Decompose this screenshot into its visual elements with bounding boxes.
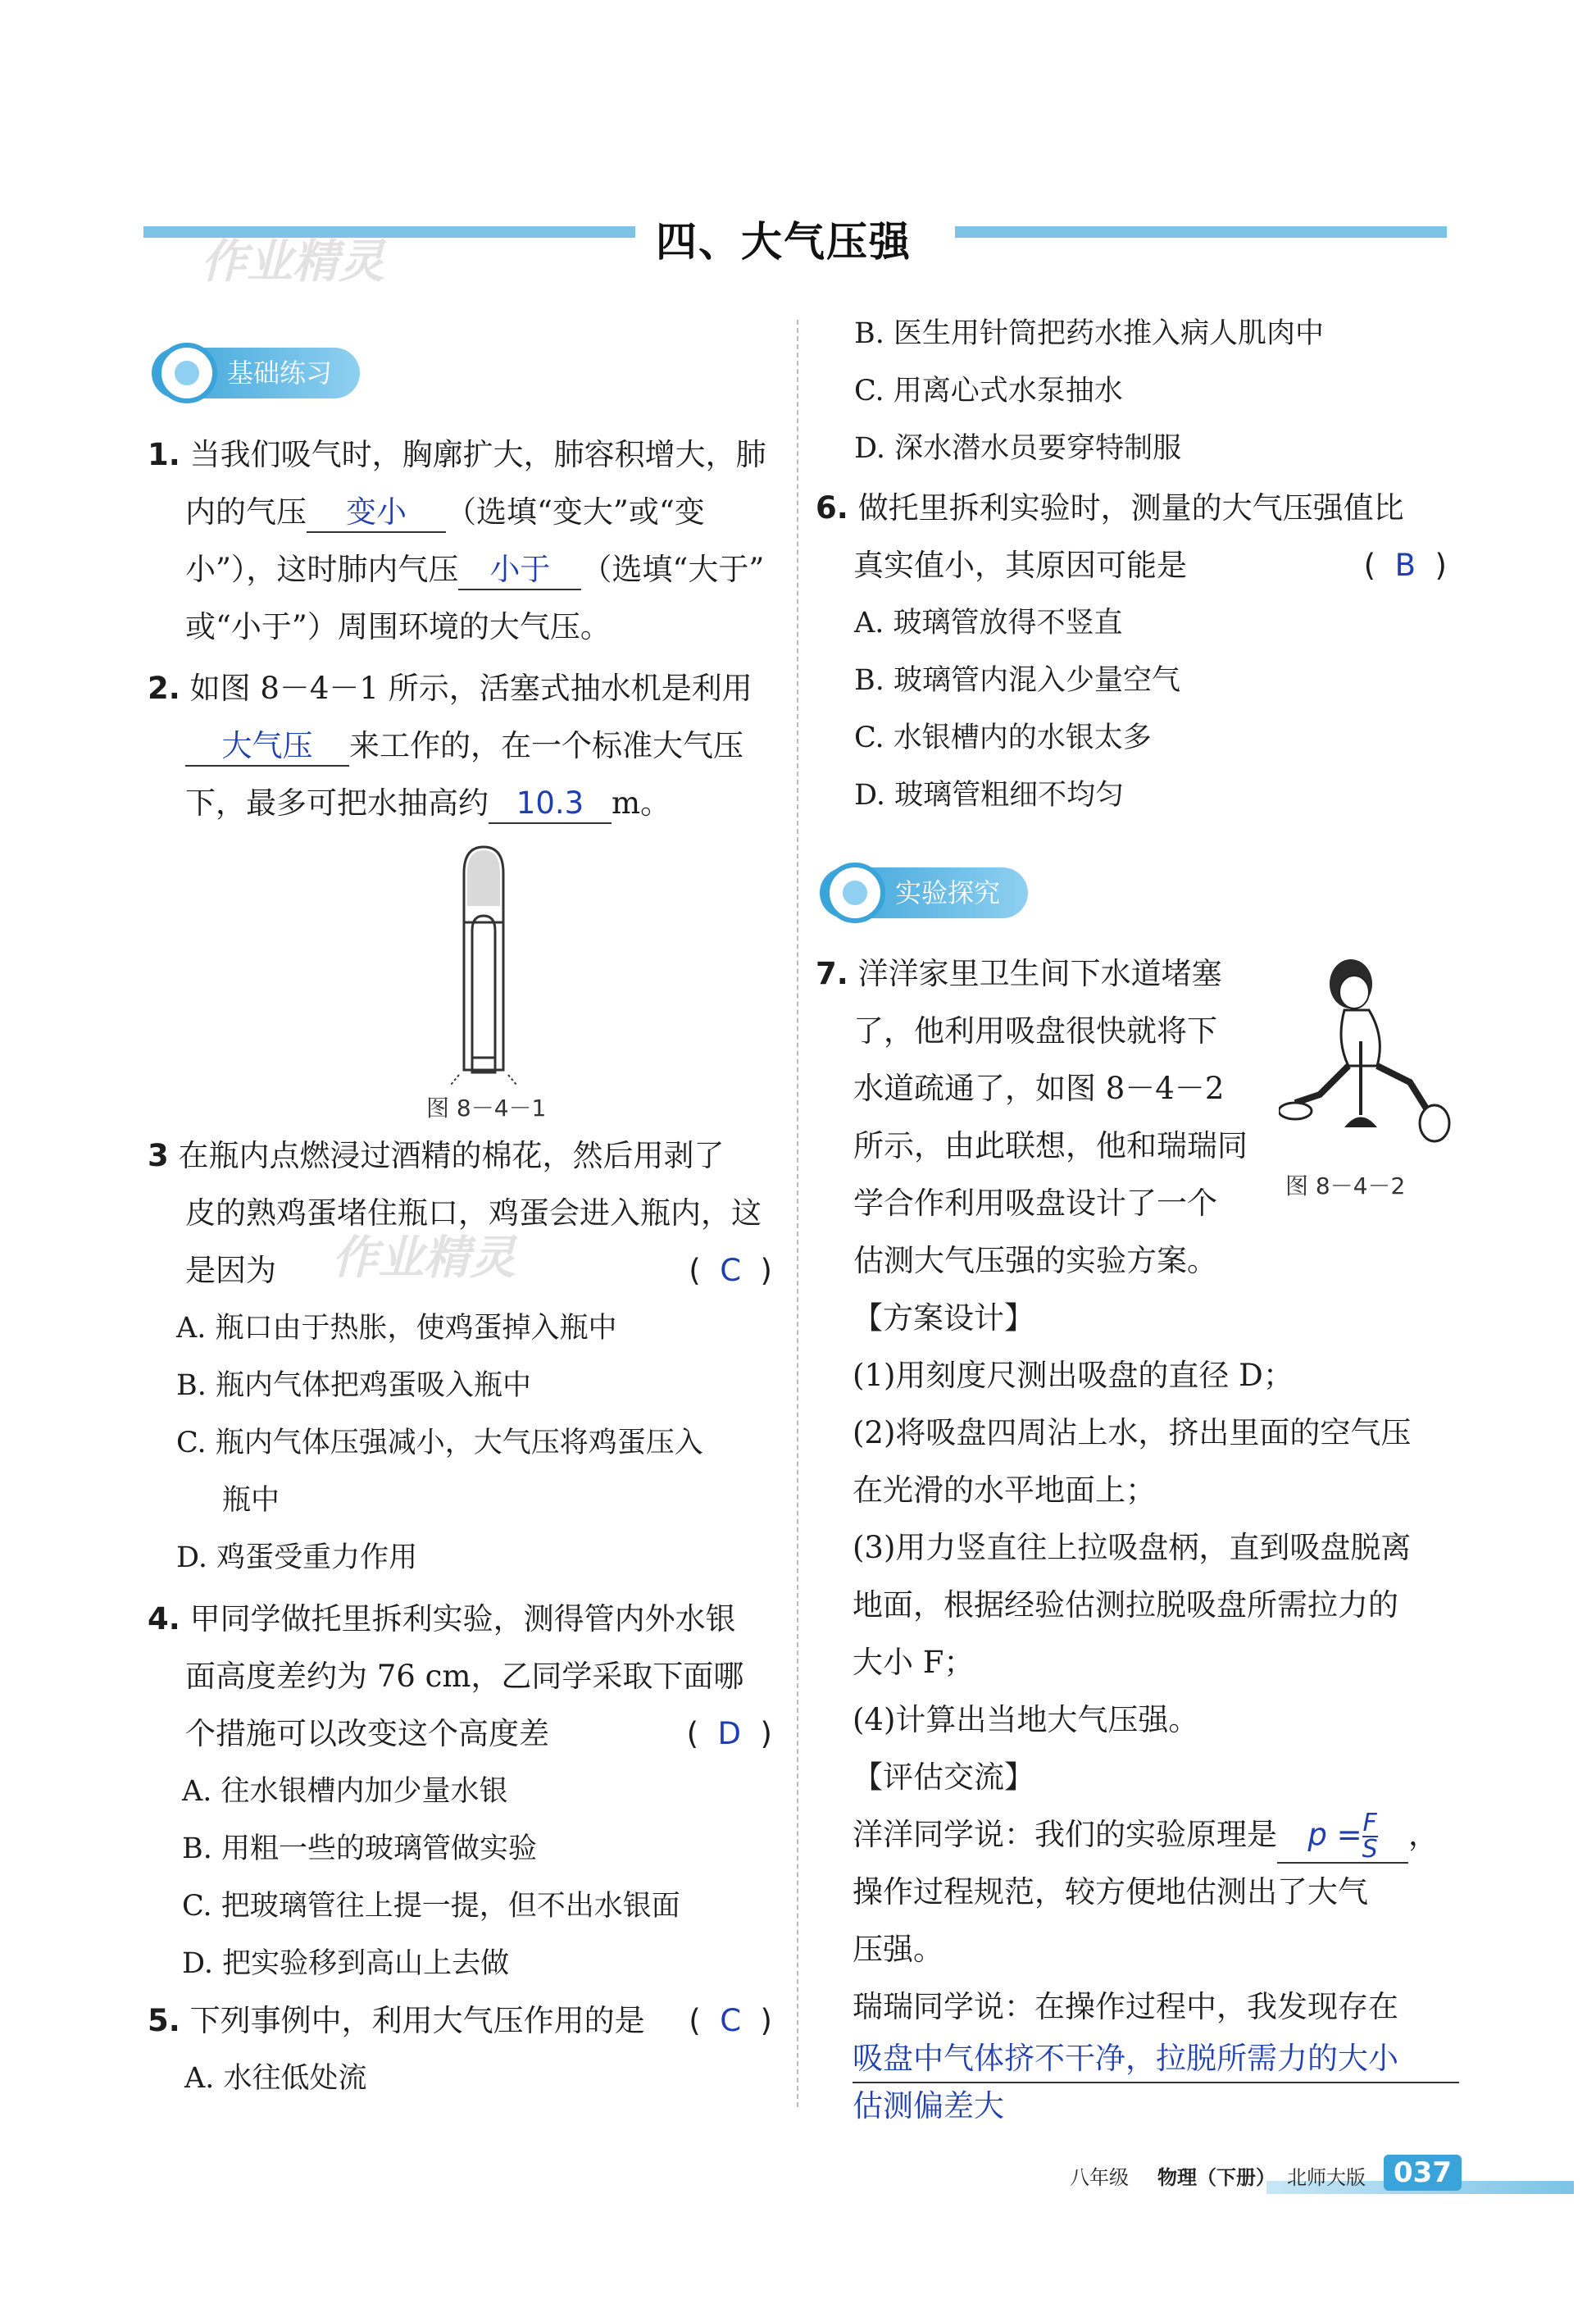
text: 下，最多可把水抽高约 (185, 785, 489, 821)
section-label: 基础练习 (227, 357, 333, 389)
q6-options (854, 594, 1461, 824)
design-heading: 【方案设计】 (853, 1300, 1034, 1336)
answer-blank (489, 785, 612, 824)
eval-line-2: 操作过程规范，较方便地估测出了大气 (853, 1874, 1368, 1910)
numerator: F (1362, 1808, 1377, 1837)
option-c: C. 水银槽内的水银太多 (854, 722, 1152, 754)
answer: C (720, 1253, 742, 1288)
answer: D (717, 1716, 742, 1751)
section-badge-basic (152, 348, 360, 398)
option-c: C. 瓶内气体压强减小，大气压将鸡蛋压入 (176, 1427, 703, 1459)
option-c: C. 用离心式水泵抽水 (854, 375, 1123, 407)
eval-line-3: 压强。 (853, 1932, 944, 1967)
answer-blank (185, 727, 349, 767)
text: 小”），这时肺内气压 (185, 552, 459, 587)
design-step-3-cont: 地面，根据经验估测拉脱吸盘所需拉力的 (853, 1587, 1398, 1623)
answer-parens: ( B ) (1363, 548, 1447, 583)
question-5 (148, 1992, 779, 2050)
question-number: 6. (816, 490, 848, 526)
question-4 (148, 1591, 779, 1763)
answer-line-1 (853, 2036, 1459, 2083)
section-icon (825, 863, 885, 923)
formula-blank (1277, 1808, 1408, 1864)
figure-caption: 图 8－4－1 (426, 1095, 547, 1122)
q5-option-a: A. 水往低处流 (184, 2062, 367, 2095)
section-badge-experiment (820, 867, 1028, 918)
text: 真实值小，其原因可能是 (853, 548, 1187, 583)
question-number: 1. (148, 437, 180, 472)
design-step-1: (1)用刻度尺测出吸盘的直径 D； (853, 1358, 1294, 1393)
text: 所示，由此联想，他和瑞瑞同 (853, 1128, 1248, 1163)
option-d: D. 玻璃管粗细不均匀 (854, 779, 1125, 812)
text: ， (1408, 1817, 1439, 1852)
answer: B (1394, 548, 1416, 583)
option-c: C. 把玻璃管往上提一提，但不出水银面 (182, 1890, 680, 1923)
page-number: 037 (1384, 2155, 1462, 2191)
option-a: A. 瓶口由于热胀，使鸡蛋掉入瓶中 (176, 1312, 617, 1345)
text: 做托里拆利实验时，测量的大气压强值比 (857, 490, 1404, 526)
watermark: 作业精灵 (332, 1231, 516, 1285)
answer: 变小 (346, 494, 407, 530)
option-b: B. 玻璃管内混入少量空气 (854, 664, 1180, 697)
text: 了，他利用吸盘很快就将下 (853, 1013, 1217, 1049)
text: 估测大气压强的实验方案。 (853, 1243, 1217, 1278)
text: （选填“大于” (581, 552, 765, 587)
title-bar-right (955, 226, 1447, 238)
question-number: 3 (148, 1138, 169, 1173)
q4-options (182, 1763, 789, 1992)
answer-line-2 (853, 2083, 1459, 2129)
option-a: A. 往水银槽内加少量水银 (182, 1775, 508, 1808)
question-number: 5. (148, 2003, 180, 2038)
answer: 估测偏差大 (853, 2088, 1004, 2124)
text: 或“小于”）周围环境的大气压。 (185, 609, 611, 644)
question-number: 7. (816, 956, 848, 991)
denominator: S (1362, 1834, 1378, 1864)
text: 是因为 (185, 1253, 276, 1288)
text: 甲同学做托里拆利实验，测得管内外水银 (189, 1601, 736, 1636)
answer: 大气压 (221, 728, 313, 763)
text: 当我们吸气时，胸廓扩大，肺容积增大，肺 (189, 437, 766, 472)
text: 个措施可以改变这个高度差 (185, 1716, 549, 1751)
question-3 (148, 1127, 779, 1300)
question-2 (148, 660, 779, 832)
design-step-2: (2)将吸盘四周沾上水，挤出里面的空气压 (853, 1415, 1412, 1450)
question-number: 4. (148, 1601, 180, 1636)
text: 在瓶内点燃浸过酒精的棉花，然后用剥了 (178, 1138, 725, 1173)
question-7 (816, 945, 1275, 1290)
text: 内的气压 (185, 494, 307, 530)
footer-subject: 物理（下册） (1157, 2166, 1275, 2189)
page-title: 四、大气压强 (656, 218, 912, 266)
answer: 小于 (489, 552, 551, 587)
question-number: 2. (148, 671, 180, 706)
text: 洋洋同学说：我们的实验原理是 (853, 1817, 1277, 1852)
option-b: B. 医生用针筒把药水推入病人肌肉中 (854, 317, 1324, 350)
answer: 吸盘中气体挤不干净，拉脱所需力的大小 (853, 2041, 1398, 2076)
eval-line-4: 瑞瑞同学说：在操作过程中，我发现存在 (853, 1989, 1398, 2024)
text: 如图 8－4－1 所示，活塞式抽水机是利用 (189, 671, 753, 706)
design-step-3-end: 大小 F； (853, 1645, 975, 1680)
q7-design (853, 1290, 1459, 2129)
option-d: D. 鸡蛋受重力作用 (176, 1541, 418, 1574)
eval-line-1 (853, 1806, 1459, 1864)
text: 面高度差约为 76 cm，乙同学采取下面哪 (185, 1659, 744, 1694)
answer: 10.3 (516, 785, 584, 821)
section-icon (157, 343, 217, 403)
answer-blank (307, 494, 446, 533)
answer-parens: ( C ) (689, 1253, 772, 1288)
design-step-3: (3)用力竖直往上拉吸盘柄，直到吸盘脱离 (853, 1530, 1412, 1565)
footer-grade: 八年级 (1070, 2166, 1129, 2189)
design-step-2-cont: 在光滑的水平地面上； (853, 1473, 1156, 1508)
option-d: D. 深水潜水员要穿特制服 (854, 432, 1182, 465)
answer-parens: ( D ) (686, 1716, 772, 1751)
q5-options-cont (854, 305, 1461, 477)
option-c-cont: 瓶中 (222, 1484, 280, 1517)
option-a: A. 玻璃管放得不竖直 (854, 607, 1123, 640)
text: 水道疏通了，如图 8－4－2 (853, 1071, 1225, 1106)
text: 下列事例中，利用大气压作用的是 (189, 2003, 645, 2038)
watermark: 作业精灵 (201, 235, 384, 289)
section-label: 实验探究 (895, 877, 1001, 908)
text: （选填“变大”或“变 (446, 494, 705, 530)
design-step-4: (4)计算出当地大气压强。 (853, 1702, 1199, 1737)
text: 来工作的，在一个标准大气压 (349, 728, 743, 763)
answer-blank (458, 551, 581, 590)
figure-caption: 图 8－4－2 (1285, 1172, 1406, 1199)
pump-figure (443, 840, 525, 1086)
text: 洋洋家里卫生间下水道堵塞 (857, 956, 1222, 991)
column-divider (797, 320, 798, 2107)
option-d: D. 把实验移到高山上去做 (182, 1947, 510, 1980)
answer-parens: ( C ) (689, 2003, 772, 2038)
text: 学合作利用吸盘设计了一个 (853, 1186, 1217, 1221)
footer-edition: 北师大版 (1287, 2166, 1366, 2189)
option-b: B. 用粗一些的玻璃管做实验 (182, 1832, 537, 1865)
text: 皮的熟鸡蛋堵住瓶口，鸡蛋会进入瓶内，这 (185, 1195, 762, 1231)
answer: C (720, 2003, 742, 2038)
question-1 (148, 426, 779, 656)
plunger-figure (1279, 951, 1451, 1156)
formula-lhs: p = (1307, 1817, 1362, 1852)
eval-heading: 【评估交流】 (853, 1759, 1034, 1795)
q3-options (176, 1300, 783, 1586)
formula-fraction (1362, 1808, 1378, 1864)
option-b: B. 瓶内气体把鸡蛋吸入瓶中 (176, 1369, 531, 1402)
text: m。 (612, 785, 671, 821)
question-6 (816, 480, 1447, 594)
